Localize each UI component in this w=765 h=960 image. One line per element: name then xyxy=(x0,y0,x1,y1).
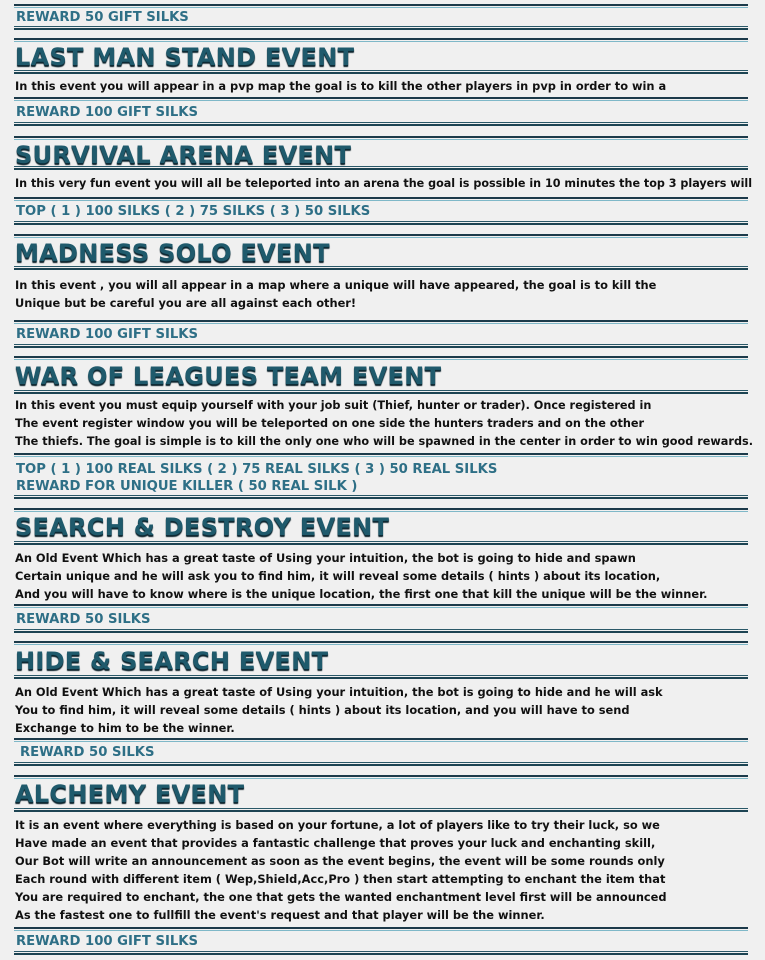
description-line: Certain unique and he will ask you to find him, it will reveal some details ( hints ) about its location, xyxy=(15,569,661,583)
description-line: Each round with different item ( Wep,Shield,Acc,Pro ) then start attempting to enchant the item that xyxy=(15,872,666,886)
description-line: The event register window you will be teleported on one side the hunters traders and on the other xyxy=(15,417,645,430)
divider-line xyxy=(14,320,748,324)
divider-line xyxy=(14,629,748,633)
event-title: SEARCH & DESTROY EVENT xyxy=(15,513,390,541)
description-line: As the fastest one to fullfill the event's request and that player will be the winner. xyxy=(15,908,545,922)
divider-line xyxy=(14,197,748,201)
reward-label: REWARD 50 SILKS xyxy=(16,612,151,627)
description-line: You are required to enchant, the one that gets the wanted enchantment level first will be announced xyxy=(15,890,667,904)
event-title: WAR OF LEAGUES TEAM EVENT xyxy=(15,362,442,390)
divider-line xyxy=(14,641,748,645)
description-line: In this event , you will all appear in a map where a unique will have appeared, the goal is to kill the xyxy=(15,278,657,292)
description-line: The thiefs. The goal is simple is to kill the only one who will be spawned in the center in order to win good rewards. xyxy=(15,435,753,448)
description-line: Have made an event that provides a fantastic challenge that proves your luck and enchanting skill, xyxy=(15,836,656,850)
event-description xyxy=(15,276,656,312)
event-title: LAST MAN STAND EVENT xyxy=(15,43,355,71)
divider-line xyxy=(14,26,748,30)
divider-line xyxy=(14,221,748,225)
description-line: You to find him, it will reveal some details ( hints ) about its location, and you will have to send xyxy=(15,703,630,717)
description-line: In this event you must equip yourself with your job suit (Thief, hunter or trader). Once registered in xyxy=(15,399,652,412)
reward-label: TOP ( 1 ) 100 REAL SILKS ( 2 ) 75 REAL SILKS ( 3 ) 50 REAL SILKS xyxy=(16,462,498,477)
description-line: In this event you will appear in a pvp map the goal is to kill the other players in pvp in order to win a xyxy=(15,79,667,93)
divider-line xyxy=(14,234,748,238)
event-description xyxy=(15,397,753,451)
reward-label: REWARD 50 SILKS xyxy=(20,745,155,760)
divider-line xyxy=(14,604,748,608)
divider-line xyxy=(14,136,748,140)
description-line: An Old Event Which has a great taste of Using your intuition, the bot is going to hide and spawn xyxy=(15,551,636,565)
divider-line xyxy=(14,97,748,101)
reward-label: REWARD FOR UNIQUE KILLER ( 50 REAL SILK ) xyxy=(16,479,358,494)
divider-line xyxy=(14,356,748,360)
divider-line xyxy=(14,453,748,457)
divider-line xyxy=(14,390,748,394)
description-line: It is an event where everything is based on your fortune, a lot of players like to try their luck, so we xyxy=(15,818,660,832)
description-line: In this very fun event you will all be teleported into an arena the goal is possible in 10 minutes the top 3 players will xyxy=(15,177,753,190)
event-title: MADNESS SOLO EVENT xyxy=(15,239,330,267)
description-line: And you will have to know where is the unique location, the first one that kill the unique will be the winner. xyxy=(15,587,708,601)
description-line: Our Bot will write an announcement as soon as the event begins, the event will be some rounds only xyxy=(15,854,665,868)
divider-line xyxy=(14,738,748,742)
description-line: Exchange to him to be the winner. xyxy=(15,721,235,735)
reward-label: REWARD 50 GIFT SILKS xyxy=(16,10,189,25)
divider-line xyxy=(14,508,748,512)
reward-label: TOP ( 1 ) 100 SILKS ( 2 ) 75 SILKS ( 3 ) 50 SILKS xyxy=(16,204,371,219)
description-line: An Old Event Which has a great taste of Using your intuition, the bot is going to hide and he will ask xyxy=(15,685,663,699)
divider-line xyxy=(14,541,748,545)
divider-line xyxy=(14,38,748,42)
divider-line xyxy=(14,775,748,779)
divider-line xyxy=(14,762,748,766)
event-description xyxy=(15,549,707,603)
event-title: ALCHEMY EVENT xyxy=(15,780,245,808)
event-description xyxy=(15,77,666,95)
event-title: SURVIVAL ARENA EVENT xyxy=(15,141,352,169)
event-description xyxy=(15,683,663,737)
reward-label: REWARD 100 GIFT SILKS xyxy=(16,105,198,120)
description-line: Unique but be careful you are all against each other! xyxy=(15,296,357,310)
divider-line xyxy=(14,495,748,499)
event-description xyxy=(15,175,752,193)
divider-line xyxy=(14,122,748,126)
divider-line xyxy=(14,344,748,348)
divider-line xyxy=(14,4,748,8)
divider-line xyxy=(14,951,748,955)
event-title: HIDE & SEARCH EVENT xyxy=(15,647,329,675)
divider-line xyxy=(14,927,748,931)
event-description xyxy=(15,816,667,924)
divider-line xyxy=(14,808,748,812)
divider-line xyxy=(14,675,748,679)
reward-label: REWARD 100 GIFT SILKS xyxy=(16,327,198,342)
reward-label: REWARD 100 GIFT SILKS xyxy=(16,934,198,949)
